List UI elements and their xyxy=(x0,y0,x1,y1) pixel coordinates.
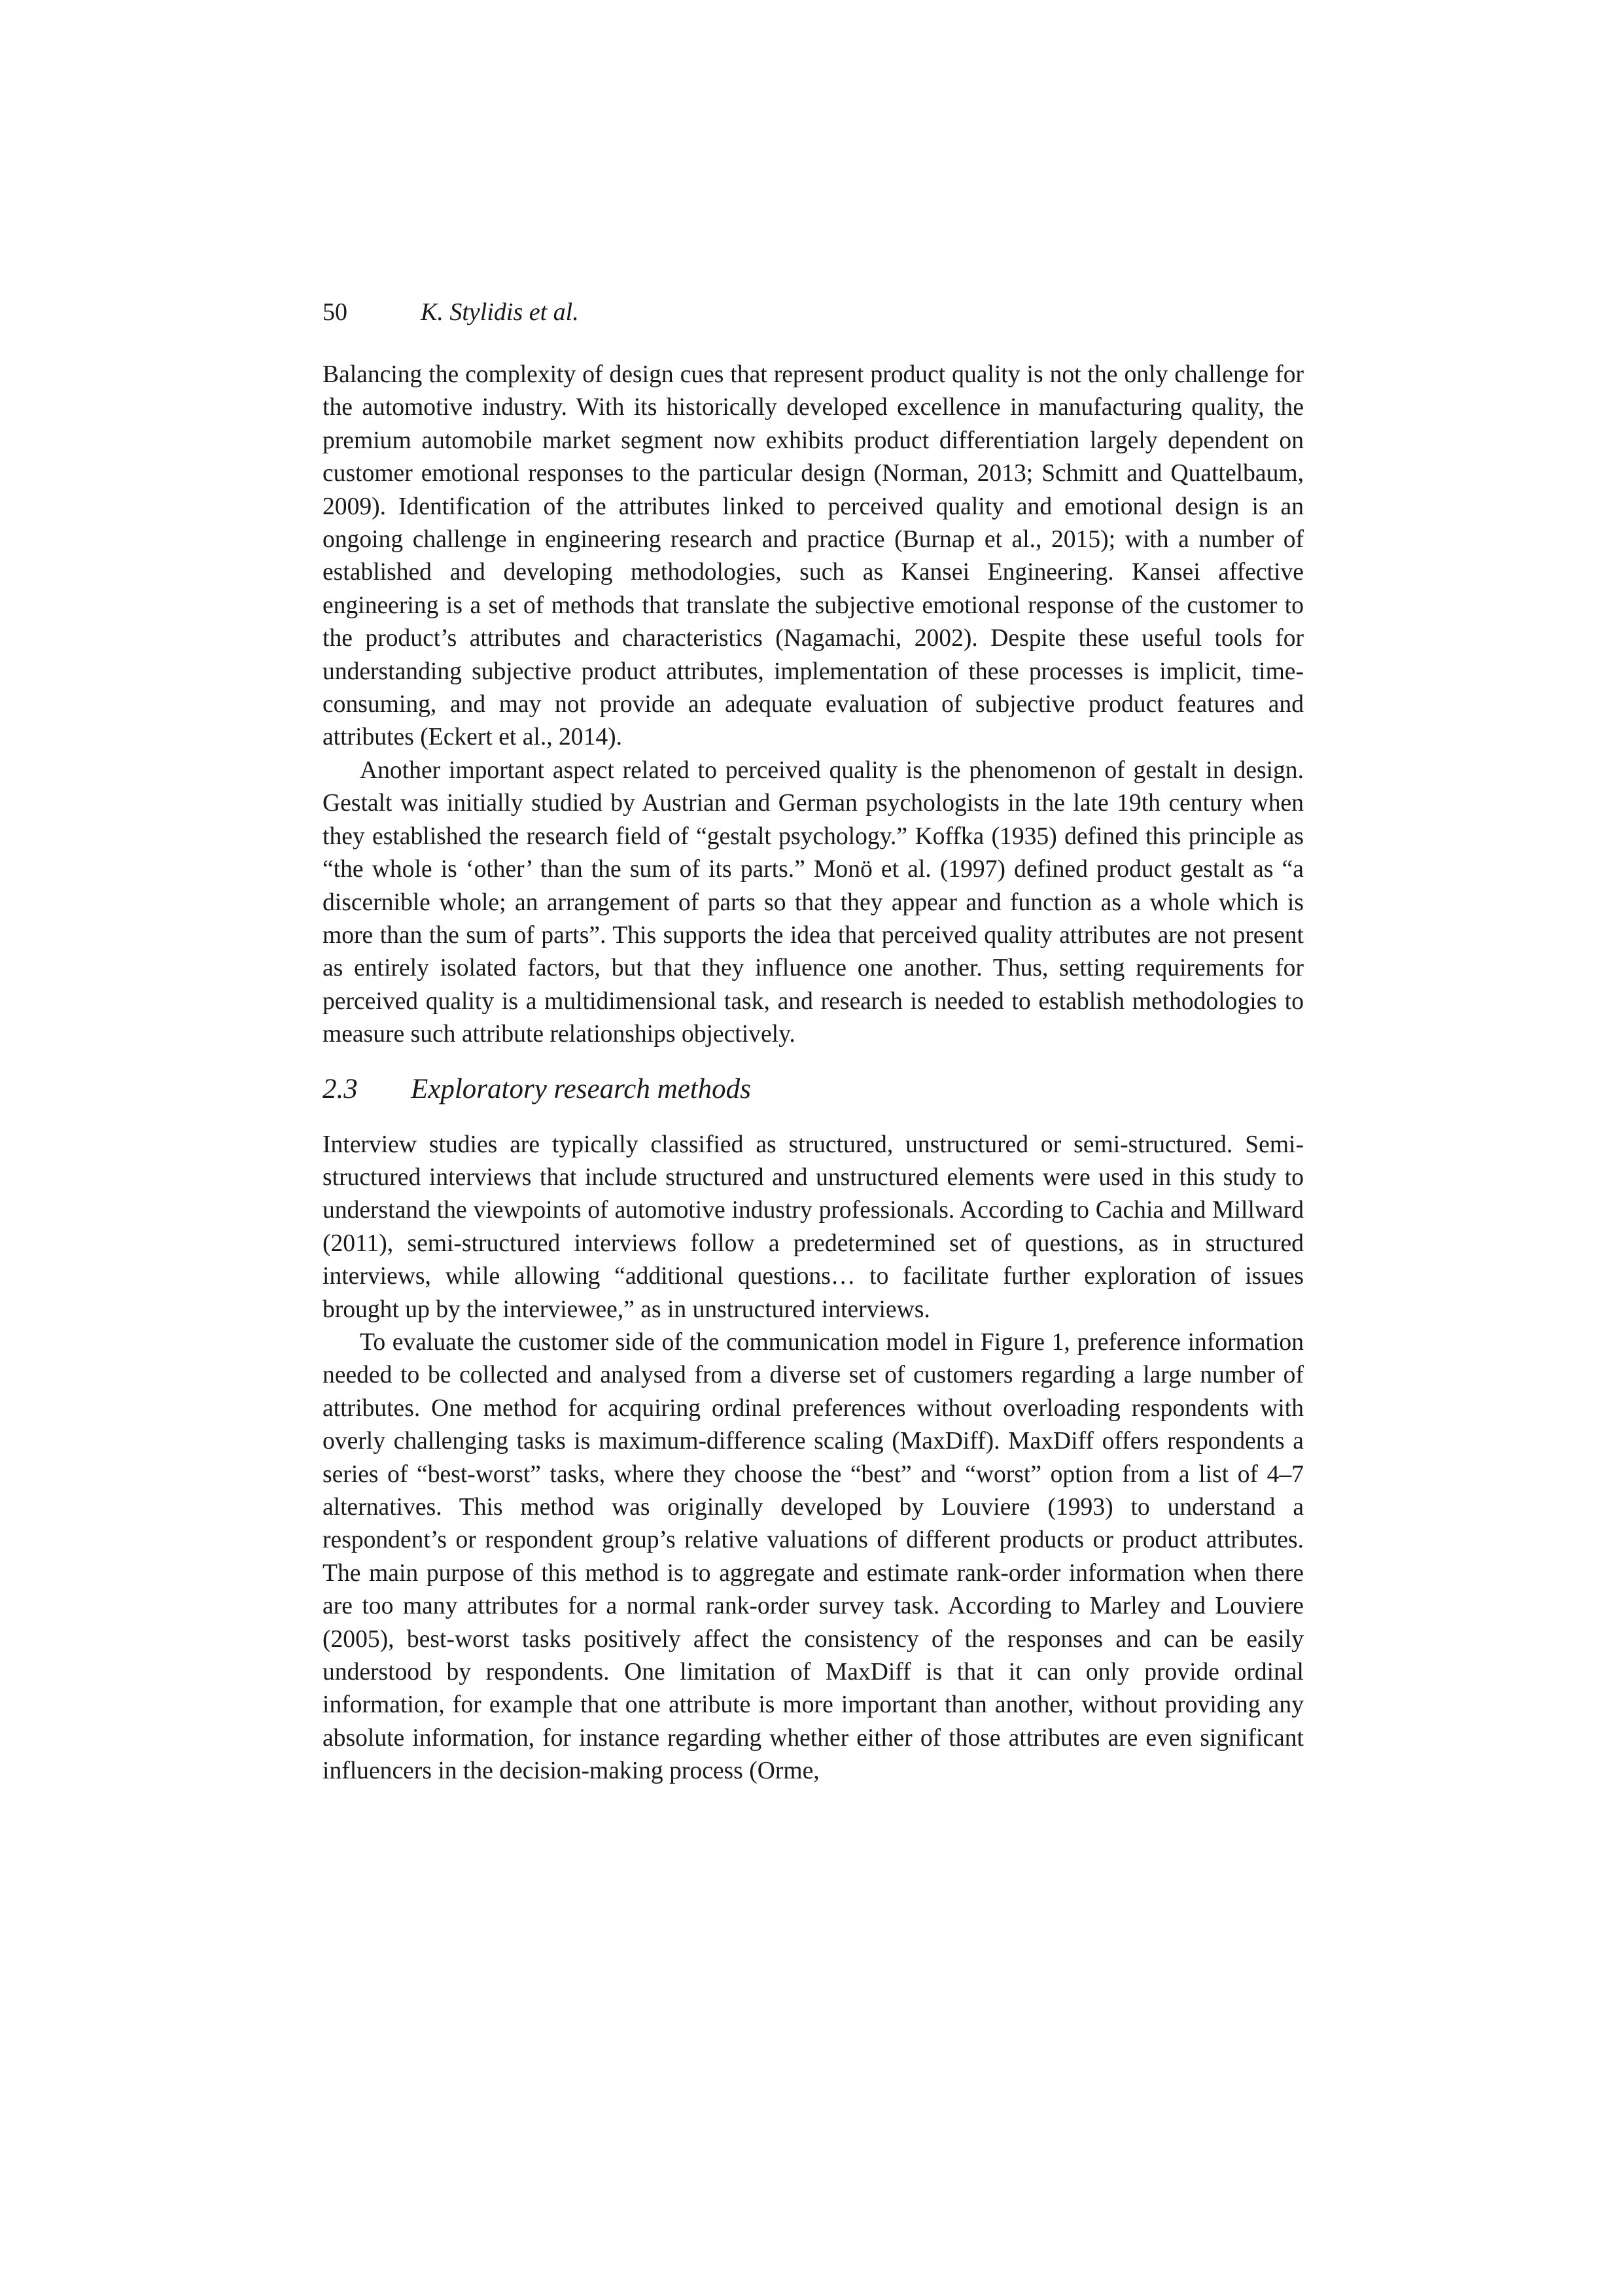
paragraph: Another important aspect related to perceived quality is the phenomenon of gestalt in design. Gestalt was initially studied by Austrian and German psychologists in the late 19th century when they established the research field of “gestalt psychology.” Koffka (1935) defined this principle as “the whole is ‘other’ than the sum of its parts.” Monö et al. (1997) defined product gestalt as “a discernible whole; an arrangement of parts so that they appear and function as a whole which is more than the sum of parts”. This supports the idea that perceived quality attributes are not present as entirely isolated factors, but that they influence one another. Thus, setting requirements for perceived quality is a multidimensional task, and research is needed to establish methodologies to measure such attribute relationships objectively. xyxy=(323,756,1304,1048)
paragraph: To evaluate the customer side of the communication model in Figure 1, preference information needed to be collected and analysed from a diverse set of customers regarding a large number of attributes. One method for acquiring ordinal preferences without overloading respondents with overly challenging tasks is maximum-difference scaling (MaxDiff). MaxDiff offers respondents a series of “best-worst” tasks, where they choose the “best” and “worst” option from a list of 4–7 alternatives. This method was originally developed by Louviere (1993) to understand a respondent’s or respondent group’s relative valuations of different products or product attributes. The main purpose of this method is to aggregate and estimate rank-order information when there are too many attributes for a normal rank-order survey task. According to Marley and Louviere (2005), best-worst tasks positively affect the consistency of the responses and can be easily understood by respondents. One limitation of MaxDiff is that it can only provide ordinal information, for example that one attribute is more important than another, without providing any absolute information, for instance regarding whether either of those attributes are even significant influencers in the decision-making process (Orme, xyxy=(323,1328,1304,1785)
page-number: 50 xyxy=(323,298,347,326)
section-heading xyxy=(323,1071,1304,1108)
running-head-authors: K. Stylidis et al. xyxy=(421,298,579,326)
body-text xyxy=(323,359,1304,1788)
paragraph: Interview studies are typically classified as structured, unstructured or semi-structured. Semi-structured interviews that include structured and unstructured elements were used in this study to understand the viewpoints of automotive industry professionals. According to Cachia and Millward (2011), semi-structured interviews follow a predetermined set of questions, as in structured interviews, while allowing “additional questions… to facilitate further exploration of issues brought up by the interviewee,” as in unstructured interviews. xyxy=(323,1131,1304,1323)
section-title: Exploratory research methods xyxy=(411,1073,751,1104)
paragraph: Balancing the complexity of design cues that represent product quality is not the only challenge for the automotive industry. With its historically developed excellence in manufacturing quality, the premium automobile market segment now exhibits product differentiation largely dependent on customer emotional responses to the particular design (Norman, 2013; Schmitt and Quattelbaum, 2009). Identification of the attributes linked to perceived quality and emotional design is an ongoing challenge in engineering research and practice (Burnap et al., 2015); with a number of established and developing methodologies, such as Kansei Engineering. Kansei affective engineering is a set of methods that translate the subjective emotional response of the customer to the product’s attributes and characteristics (Nagamachi, 2002). Despite these useful tools for understanding subjective product attributes, implementation of these processes is implicit, time-consuming, and may not provide an adequate evaluation of subjective product features and attributes (Eckert et al., 2014). xyxy=(323,361,1304,751)
running-head xyxy=(323,296,579,328)
section-number: 2.3 xyxy=(323,1073,358,1104)
